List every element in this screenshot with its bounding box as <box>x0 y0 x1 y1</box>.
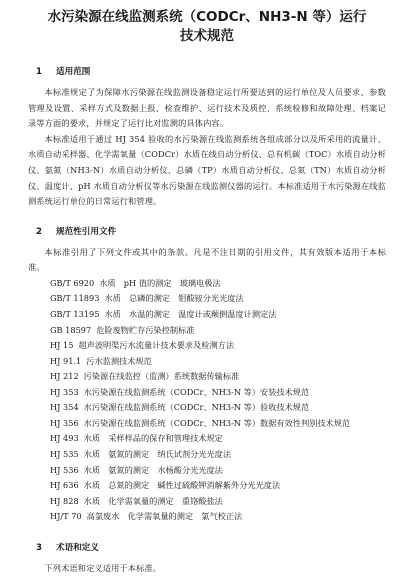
reference-item <box>28 369 386 385</box>
reference-code: HJ 828 <box>50 495 79 506</box>
reference-title: 水质 氨氮的测定 纳氏试剂分光光度法 <box>83 448 232 459</box>
reference-item <box>28 354 386 370</box>
section-2-intro: 本标准引用了下列文件或其中的条款。凡是不注日期的引用文件，其有效版本适用于本标准。 <box>28 246 386 273</box>
reference-code: HJ/T 70 <box>50 511 82 522</box>
reference-title: 水质 pH 值的测定 玻璃电极法 <box>99 277 221 288</box>
section-3-number: 3 <box>36 542 42 553</box>
reference-code: HJ 212 <box>50 371 79 382</box>
title-line-2: 技术规范 <box>180 28 234 44</box>
reference-code: HJ 536 <box>50 464 79 475</box>
reference-item <box>28 509 386 525</box>
reference-title: 水污染源在线监测系统（CODCr、NH3-N 等）验收技术规范 <box>83 402 310 413</box>
section-1-title: 适用范围 <box>56 67 91 77</box>
reference-title: 高氯废水 化学需氧量的测定 氯气校正法 <box>86 511 243 522</box>
reference-title: 危险废物贮存污染控制标准 <box>96 324 195 335</box>
reference-item <box>28 494 386 510</box>
reference-title: 水污染源在线监测系统（CODCr、NH3-N 等）安装技术规范 <box>83 386 310 397</box>
section-1-heading <box>28 66 386 78</box>
reference-title: 水质 氨氮的测定 水杨酸分光光度法 <box>83 464 223 475</box>
reference-code: GB/T 13195 <box>50 309 100 320</box>
reference-item <box>28 463 386 479</box>
reference-title: 污染源在线监控（监测）系统数据传输标准 <box>83 371 240 382</box>
reference-code: HJ 91.1 <box>50 355 82 366</box>
reference-item <box>28 338 386 354</box>
reference-item <box>28 385 386 401</box>
section-2-title: 规范性引用文件 <box>56 226 117 237</box>
section-1-paragraph-1: 本标准规定了为保障水污染源在线监测设备稳定运行所要达到的运行单位及人员要求、参数管理及设置、采样方式及数据上报、检查维护、运行技术及质控、系统检修和故障处理、档案记录等方面的要求，并规定了运行比对监测的具体内容。 <box>28 87 386 129</box>
section-2-heading <box>28 226 386 238</box>
section-2-number: 2 <box>36 226 42 237</box>
reference-code: HJ 353 <box>50 386 79 397</box>
reference-item <box>28 447 386 463</box>
reference-code: GB 18597 <box>50 324 92 335</box>
reference-title: 水污染源在线监测系统（CODCr、NH3-N 等）数据有效性判别技术规范 <box>83 417 351 428</box>
reference-item <box>28 276 386 292</box>
reference-title: 水质 化学需氧量的测定 重铬酸盐法 <box>83 495 223 506</box>
document-title <box>28 0 386 46</box>
reference-title: 污水监测技术规范 <box>86 355 152 366</box>
reference-code: GB/T 6920 <box>50 277 95 288</box>
reference-code: HJ 493 <box>50 433 79 444</box>
reference-title: 水质 总磷的测定 钼酸铵分光光度法 <box>104 293 244 304</box>
reference-title: 超声波明渠污水流量计技术要求及检测方法 <box>78 340 235 351</box>
reference-code: HJ 535 <box>50 448 79 459</box>
reference-code: HJ 356 <box>50 417 79 428</box>
section-3-intro: 下列术语和定义适用于本标准。 <box>44 562 162 573</box>
reference-code: GB/T 11893 <box>50 293 100 304</box>
section-3-title: 术语和定义 <box>56 542 99 553</box>
section-3-heading <box>28 542 386 554</box>
reference-title: 水质 采样样品的保存和管理技术规定 <box>83 433 223 444</box>
reference-item <box>28 431 386 447</box>
reference-item <box>28 307 386 323</box>
section-1-paragraph-2: 本标准适用于通过 HJ 354 验收的水污染源在线监测系统各组成部分以及所采用的流量计、水质自动采样器、化学需氧量（CODCr）水质在线自动分析仪、总有机碳（TOC）水质自动分析仪、氨氮（NH3-N）水质自动分析仪、总磷（TP）水质自动分析仪、总氮（TN）水质自动分析仪、温度计、pH 水质自动分析仪等水污染源在线监测仪器的运行。本标准适用于水污染源在线监测系统运行单位的日常运行和管理。 <box>28 133 386 207</box>
reference-list <box>28 276 386 525</box>
reference-code: HJ 15 <box>50 340 74 351</box>
reference-item <box>28 323 386 339</box>
reference-item <box>28 478 386 494</box>
reference-code: HJ 636 <box>50 480 79 491</box>
reference-title: 水质 总氮的测定 碱性过硫酸钾消解紫外分光光度法 <box>83 480 281 491</box>
reference-item <box>28 400 386 416</box>
section-1-number: 1 <box>36 67 42 77</box>
title-line-1: 水污染源在线监测系统（CODCr、NH3-N 等）运行 <box>47 9 367 25</box>
reference-code: HJ 354 <box>50 402 79 413</box>
reference-title: 水质 水温的测定 温度计或颠倒温度计测定法 <box>104 309 277 320</box>
reference-item <box>28 416 386 432</box>
reference-item <box>28 291 386 307</box>
